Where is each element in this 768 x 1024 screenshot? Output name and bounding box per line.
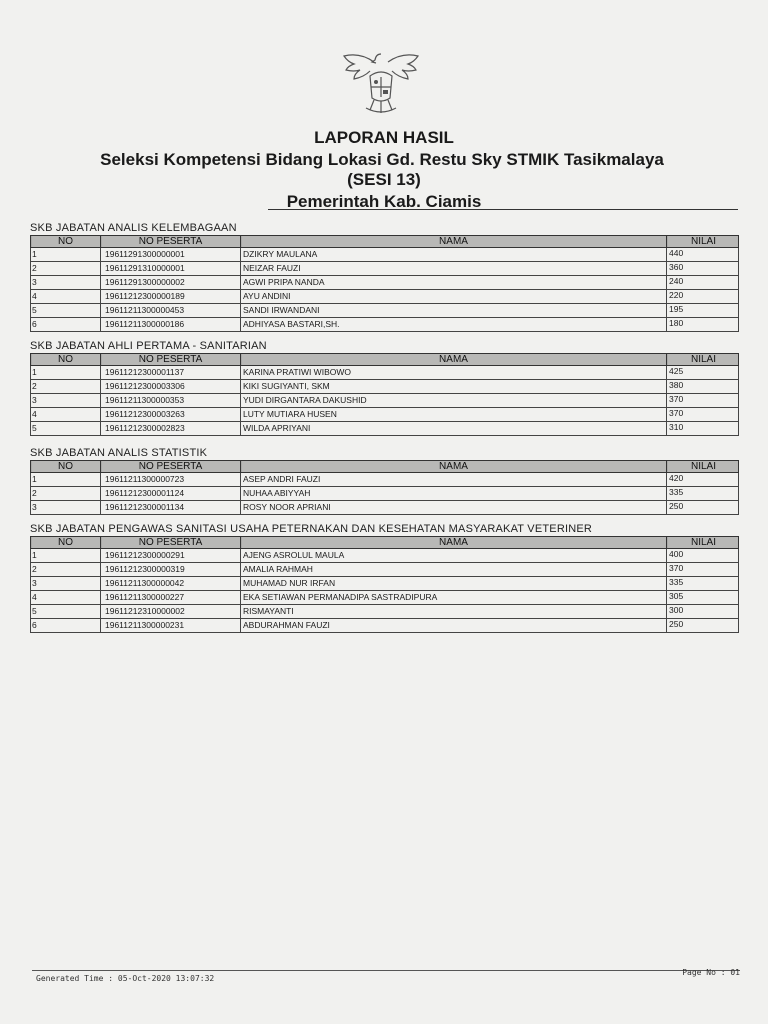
- cell-no: 4: [31, 591, 101, 605]
- column-header-no: NO: [31, 354, 101, 366]
- section-analis-statistik: [30, 447, 740, 515]
- cell-no: 3: [31, 276, 101, 290]
- column-header-no: NO: [31, 236, 101, 248]
- cell-nama: AYU ANDINI: [241, 290, 667, 304]
- cell-peserta: 19611212300003263: [101, 408, 241, 422]
- cell-nama: AMALIA RAHMAH: [241, 563, 667, 577]
- cell-nilai: 310: [667, 422, 739, 436]
- table-row: [31, 422, 739, 436]
- cell-no: 1: [31, 549, 101, 563]
- cell-nilai: 300: [667, 605, 739, 619]
- cell-nama: KARINA PRATIWI WIBOWO: [241, 366, 667, 380]
- cell-nilai: 250: [667, 501, 739, 515]
- table-row: [31, 487, 739, 501]
- table-row: [31, 563, 739, 577]
- column-header-no: NO: [31, 537, 101, 549]
- cell-nama: DZIKRY MAULANA: [241, 248, 667, 262]
- table-row: [31, 380, 739, 394]
- cell-nilai: 370: [667, 563, 739, 577]
- cell-nilai: 195: [667, 304, 739, 318]
- table-row: [31, 605, 739, 619]
- cell-no: 6: [31, 619, 101, 633]
- cell-no: 2: [31, 487, 101, 501]
- cell-nama: RISMAYANTI: [241, 605, 667, 619]
- cell-no: 1: [31, 248, 101, 262]
- cell-nilai: 335: [667, 577, 739, 591]
- cell-nilai: 240: [667, 276, 739, 290]
- report-title: LAPORAN HASIL: [314, 128, 454, 147]
- table-row: [31, 619, 739, 633]
- column-header-nilai: NILAI: [667, 461, 739, 473]
- table-row: [31, 591, 739, 605]
- cell-nilai: 220: [667, 290, 739, 304]
- cell-peserta: 19611212310000002: [101, 605, 241, 619]
- table-row: [31, 290, 739, 304]
- column-header-nama: NAMA: [241, 537, 667, 549]
- cell-no: 6: [31, 318, 101, 332]
- page-number: Page No : 01: [682, 968, 740, 977]
- garuda-emblem-icon: [340, 46, 422, 122]
- cell-nama: ROSY NOOR APRIANI: [241, 501, 667, 515]
- cell-nilai: 425: [667, 366, 739, 380]
- cell-peserta: 19611211300000231: [101, 619, 241, 633]
- column-header-no: NO: [31, 461, 101, 473]
- cell-no: 2: [31, 563, 101, 577]
- cell-no: 4: [31, 408, 101, 422]
- cell-peserta: 19611212300001124: [101, 487, 241, 501]
- cell-peserta: 19611212300000189: [101, 290, 241, 304]
- cell-nilai: 420: [667, 473, 739, 487]
- table-row: [31, 276, 739, 290]
- section-title: SKB JABATAN ANALIS STATISTIK: [30, 447, 208, 459]
- section-title: SKB JABATAN AHLI PERTAMA - SANITARIAN: [30, 340, 267, 352]
- cell-nilai: 370: [667, 394, 739, 408]
- cell-peserta: 19611212300001137: [101, 366, 241, 380]
- cell-nilai: 180: [667, 318, 739, 332]
- cell-nilai: 335: [667, 487, 739, 501]
- table-row: [31, 262, 739, 276]
- cell-peserta: 19611291300000001: [101, 248, 241, 262]
- table-header-row: [31, 461, 739, 473]
- results-table: [30, 460, 739, 515]
- cell-nilai: 370: [667, 408, 739, 422]
- table-row: [31, 304, 739, 318]
- table-row: [31, 394, 739, 408]
- cell-no: 3: [31, 577, 101, 591]
- cell-no: 5: [31, 304, 101, 318]
- cell-nama: LUTY MUTIARA HUSEN: [241, 408, 667, 422]
- cell-nama: ABDURAHMAN FAUZI: [241, 619, 667, 633]
- cell-peserta: 19611291310000001: [101, 262, 241, 276]
- cell-peserta: 19611211300000186: [101, 318, 241, 332]
- table-header-row: [31, 537, 739, 549]
- cell-no: 2: [31, 380, 101, 394]
- cell-nama: ADHIYASA BASTARI,SH.: [241, 318, 667, 332]
- section-ahli-pertama-sanitarian: [30, 340, 740, 436]
- table-row: [31, 549, 739, 563]
- cell-peserta: 19611211300000723: [101, 473, 241, 487]
- cell-peserta: 19611211300000453: [101, 304, 241, 318]
- cell-no: 1: [31, 473, 101, 487]
- results-table: [30, 536, 739, 633]
- cell-no: 4: [31, 290, 101, 304]
- section-title: SKB JABATAN ANALIS KELEMBAGAAN: [30, 222, 237, 234]
- cell-nilai: 400: [667, 549, 739, 563]
- cell-peserta: 19611291300000002: [101, 276, 241, 290]
- session-label: (SESI 13): [347, 170, 421, 189]
- cell-no: 5: [31, 605, 101, 619]
- table-row: [31, 408, 739, 422]
- organization-name: Pemerintah Kab. Ciamis: [286, 192, 482, 211]
- cell-nilai: 250: [667, 619, 739, 633]
- cell-nilai: 380: [667, 380, 739, 394]
- cell-nama: NEIZAR FAUZI: [241, 262, 667, 276]
- cell-nama: MUHAMAD NUR IRFAN: [241, 577, 667, 591]
- column-header-peserta: NO PESERTA: [101, 461, 241, 473]
- column-header-nama: NAMA: [241, 236, 667, 248]
- cell-nama: EKA SETIAWAN PERMANADIPA SASTRADIPURA: [241, 591, 667, 605]
- table-row: [31, 248, 739, 262]
- cell-nama: SANDI IRWANDANI: [241, 304, 667, 318]
- column-header-peserta: NO PESERTA: [101, 537, 241, 549]
- cell-nama: AJENG ASROLUL MAULA: [241, 549, 667, 563]
- header-divider: [268, 209, 738, 210]
- cell-nilai: 440: [667, 248, 739, 262]
- generated-time: Generated Time : 05-Oct-2020 13:07:32: [36, 974, 215, 983]
- cell-no: 2: [31, 262, 101, 276]
- column-header-peserta: NO PESERTA: [101, 354, 241, 366]
- footer-divider: [32, 970, 740, 971]
- cell-no: 3: [31, 501, 101, 515]
- table-row: [31, 318, 739, 332]
- cell-peserta: 19611212300003306: [101, 380, 241, 394]
- table-row: [31, 501, 739, 515]
- results-table: [30, 353, 739, 436]
- column-header-nama: NAMA: [241, 461, 667, 473]
- cell-nama: KIKI SUGIYANTI, SKM: [241, 380, 667, 394]
- cell-nama: ASEP ANDRI FAUZI: [241, 473, 667, 487]
- table-row: [31, 473, 739, 487]
- cell-nama: YUDI DIRGANTARA DAKUSHID: [241, 394, 667, 408]
- cell-nama: WILDA APRIYANI: [241, 422, 667, 436]
- column-header-nilai: NILAI: [667, 354, 739, 366]
- cell-no: 5: [31, 422, 101, 436]
- table-row: [31, 366, 739, 380]
- section-analis-kelembagaan: [30, 222, 740, 332]
- column-header-nama: NAMA: [241, 354, 667, 366]
- cell-nama: AGWI PRIPA NANDA: [241, 276, 667, 290]
- cell-peserta: 19611212300001134: [101, 501, 241, 515]
- cell-peserta: 19611211300000227: [101, 591, 241, 605]
- results-table: [30, 235, 739, 332]
- table-header-row: [31, 236, 739, 248]
- cell-no: 3: [31, 394, 101, 408]
- cell-nilai: 360: [667, 262, 739, 276]
- column-header-peserta: NO PESERTA: [101, 236, 241, 248]
- cell-peserta: 19611212300002823: [101, 422, 241, 436]
- column-header-nilai: NILAI: [667, 537, 739, 549]
- cell-peserta: 19611211300000042: [101, 577, 241, 591]
- column-header-nilai: NILAI: [667, 236, 739, 248]
- cell-peserta: 19611212300000291: [101, 549, 241, 563]
- cell-peserta: 19611212300000319: [101, 563, 241, 577]
- table-row: [31, 577, 739, 591]
- section-title: SKB JABATAN PENGAWAS SANITASI USAHA PETERNAKAN DAN KESEHATAN MASYARAKAT VETERINER: [30, 523, 593, 535]
- cell-peserta: 19611211300000353: [101, 394, 241, 408]
- cell-nilai: 305: [667, 591, 739, 605]
- table-header-row: [31, 354, 739, 366]
- report-subtitle: Seleksi Kompetensi Bidang Lokasi Gd. Restu Sky STMIK Tasikmalaya: [100, 150, 664, 169]
- cell-no: 1: [31, 366, 101, 380]
- section-pengawas-sanitasi: [30, 523, 740, 633]
- cell-nama: NUHAA ABIYYAH: [241, 487, 667, 501]
